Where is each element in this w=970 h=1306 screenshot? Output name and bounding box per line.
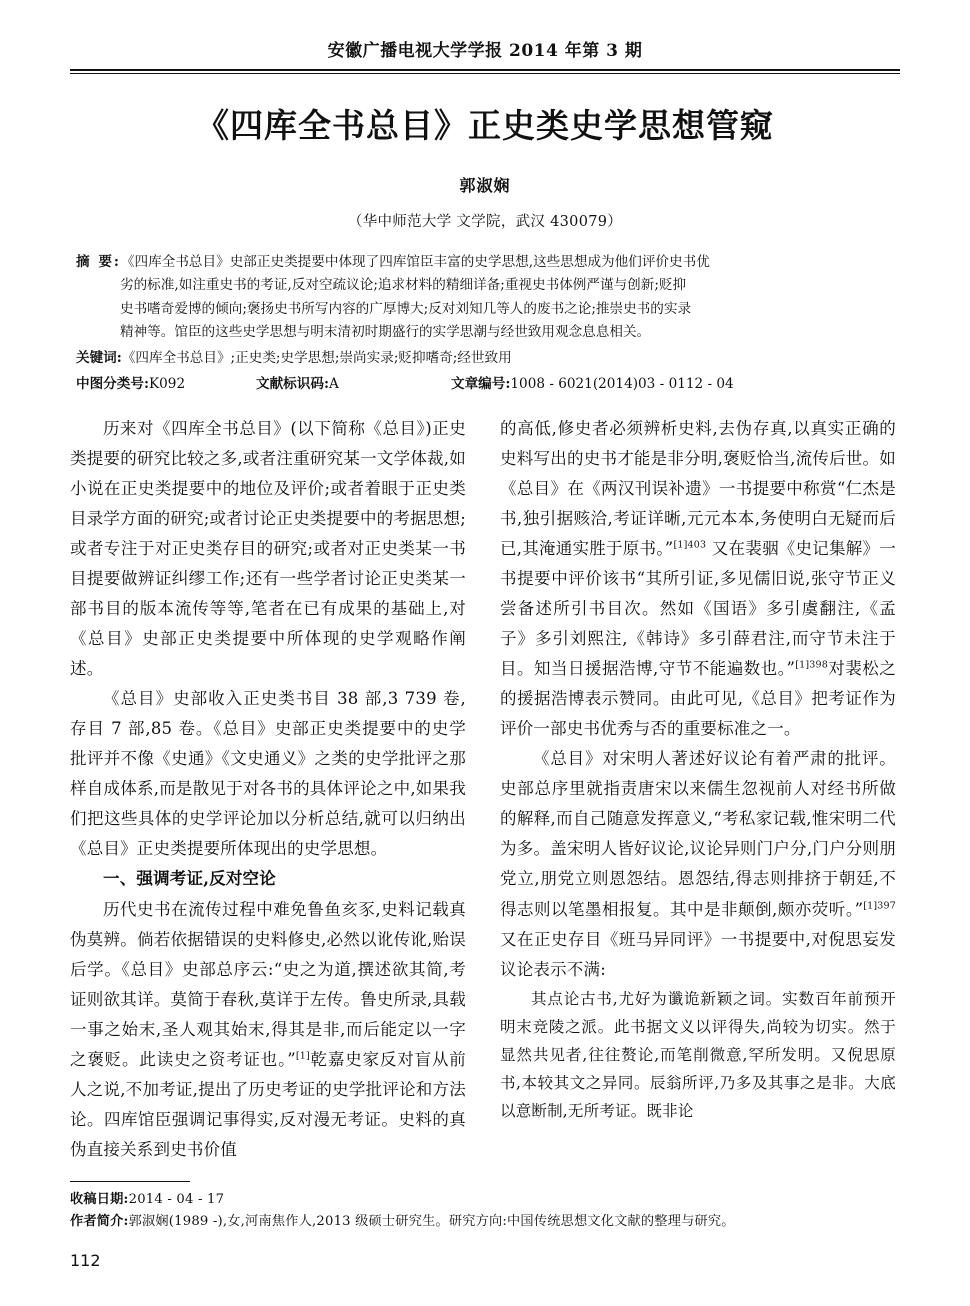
clc-label: 中图分类号:	[76, 375, 149, 392]
abstract-text-1: 《四库全书总目》史部正史类提要中体现了四库馆臣丰富的史学思想,这些思想成为他们评价史书优	[120, 254, 710, 270]
author-affiliation: （华中师范大学 文学院，武汉 430079）	[347, 214, 623, 230]
footnote-rule	[70, 1181, 190, 1182]
keywords-text: 《四库全书总目》;正史类;史学思想;崇尚实录;贬抑嗜奇;经世致用	[121, 349, 512, 366]
header-rule-thick	[70, 69, 900, 71]
body-columns	[70, 414, 900, 1159]
article-id-label: 文章编号:	[451, 375, 511, 392]
article-id-value: 1008 - 6021(2014)03 - 0112 - 04	[510, 375, 734, 392]
right-column	[500, 414, 896, 1121]
received-date-label: 收稿日期:	[70, 1192, 129, 1208]
block-quote: 其点论古书,尤好为谶诡新颖之词。实数百年前预开明末竞陵之派。此书据文义以评得失,尚较为切实。然于显然共见者,往往赘论,而笔削微意,罕所发明。又倪思原书,本较其文之异同。辰翁所评,乃多及其事之是非。大底以意断制,无所考证。既非论	[500, 989, 896, 1121]
abstract-line-4: 精神等。馆臣的这些史学思想与明末清初时期盛行的实学思潮与经世致用观念息息相关。	[120, 324, 651, 341]
abstract-line-2: 劣的标准,如注重史书的考证,反对空疏议论;追求材料的精细详备;重视史书体例严谨与创新;贬抑	[120, 277, 687, 294]
paragraph-continued: 的高低,修史者必须辨析史料,去伪存真,以真实正确的史料写出的史书才能是非分明,褒贬恰当,流传后世。如《总目》在《两汉刊误补遗》一书提要中称赏“仁杰是书,独引据赅洽,考证详晰,元元本本,务使明白无疑而后已,其淹通实胜于原书。”$^{[1]403}$ 又在裴骃《史记集解》一书提要中评价该书“其所引证,多见儒旧说,张守节正义尝备述所引书目次。然如《国语》多引虞翻注,《孟子》多引刘熙注,《韩诗》多引薛君注,而守节未注于目。知当日援据浩博,守节不能遍数也。”$^{[1]398}$对裴松之的援据浩博表示赞同。由此可见,《总目》把考证作为评价一部史书优秀与否的重要标准之一。	[500, 419, 896, 739]
received-date-value: 2014 - 04 - 17	[128, 1192, 225, 1208]
doc-code-segment	[256, 373, 451, 396]
abstract-label: 摘 要:	[76, 254, 121, 270]
article-id-segment	[451, 373, 894, 396]
left-column	[70, 414, 466, 1159]
received-date-line	[70, 1189, 900, 1210]
page-number: 112	[70, 1251, 101, 1270]
author-bio-value: 郭淑娴(1989 -),女,河南焦作人,2013 级硕士研究生。研究方向:中国传统思想文化文献的整理与研究。	[128, 1213, 735, 1229]
clc-segment	[76, 373, 256, 396]
keywords-line	[76, 347, 894, 370]
paragraph: 《总目》对宋明人著述好议论有着严肃的批评。史部总序里就指责唐宋以来儒生忽视前人对经书所做的解释,而自己随意发挥意义,“考私家记载,惟宋明二代为多。盖宋明人皆好议论,议论异则门户分,门户分则朋党立,朋党立则恩怨结。恩怨结,得志则排挤于朝廷,不得志则以笔墨相报复。其中是非颠倒,颇亦荧听。”$^{[1]397}$又在正史存目《班马异同评》一书提要中,对倪思妄发议论表示不满:	[500, 749, 896, 979]
paragraph: 历来对《四库全书总目》(以下简称《总目》)正史类提要的研究比较之多,或者注重研究某一文学体裁,如小说在正史类提要中的地位及评价;或者着眼于正史类目录学方面的研究;或者讨论正史类提要中的考据思想;或者专注于对正史类存目的研究;或者对正史类某一书目提要做辨证纠缪工作;还有一些学者讨论正史类某一部书目的版本流传等等,笔者在已有成果的基础上,对《总目》史部正史类提要中所体现的史学观略作阐述。	[70, 419, 466, 679]
author-bio-line	[70, 1211, 900, 1232]
page-title: 《四库全书总目》正史类史学思想管窥	[196, 106, 774, 145]
section-heading: 一、强调考证,反对空论	[103, 869, 276, 889]
abstract-line-3: 史书嗜奇爱博的倾向;褒扬史书所写内容的广厚博大;反对刘知几等人的废书之论;推崇史书的实录	[120, 300, 692, 317]
paragraph: 历代史书在流传过程中难免鲁鱼亥豕,史料记载真伪莫辨。倘若依据错误的史料修史,必然以讹传讹,贻误后学。《总目》史部总序云:“史之为道,撰述欲其简,考证则欲其详。莫简于春秋,莫详于左传。鲁史所录,具载一事之始末,圣人观其始末,得其是非,而后能定以一字之褒贬。此读史之资考证也。”[1]乾嘉史家反对盲从前人之说,不加考证,提出了历史考证的史学批评论和方法论。四库馆臣强调记事得实,反对漫无考证。史料的真伪直接关系到史书价值	[70, 899, 466, 1159]
footnote-block	[70, 1181, 900, 1232]
abstract-block	[70, 251, 900, 396]
classification-line	[76, 373, 894, 396]
author-bio-label: 作者简介:	[70, 1213, 129, 1229]
running-head: 安徽广播电视大学学报 2014 年第 3 期	[327, 41, 643, 61]
clc-value: K092	[149, 375, 186, 392]
paragraph: 《总目》史部收入正史类书目 38 部,3 739 卷,存目 7 部,85 卷。《总目》史部正史类提要中的史学批评并不像《史通》《文史通义》之类的史学批评之那样自成体系,而是散见于对各书的具体评论之中,如果我们把这些具体的史学评论加以分析总结,就可以归纳出《总目》正史类提要所体现出的史学思想。	[70, 689, 466, 859]
doc-code-label: 文献标识码:	[256, 375, 329, 392]
author-name: 郭淑娴	[459, 176, 511, 195]
abstract-line-1	[76, 251, 894, 274]
doc-code-value: A	[329, 375, 339, 392]
header-rule-thin	[70, 73, 900, 74]
keywords-label: 关键词:	[76, 349, 122, 366]
